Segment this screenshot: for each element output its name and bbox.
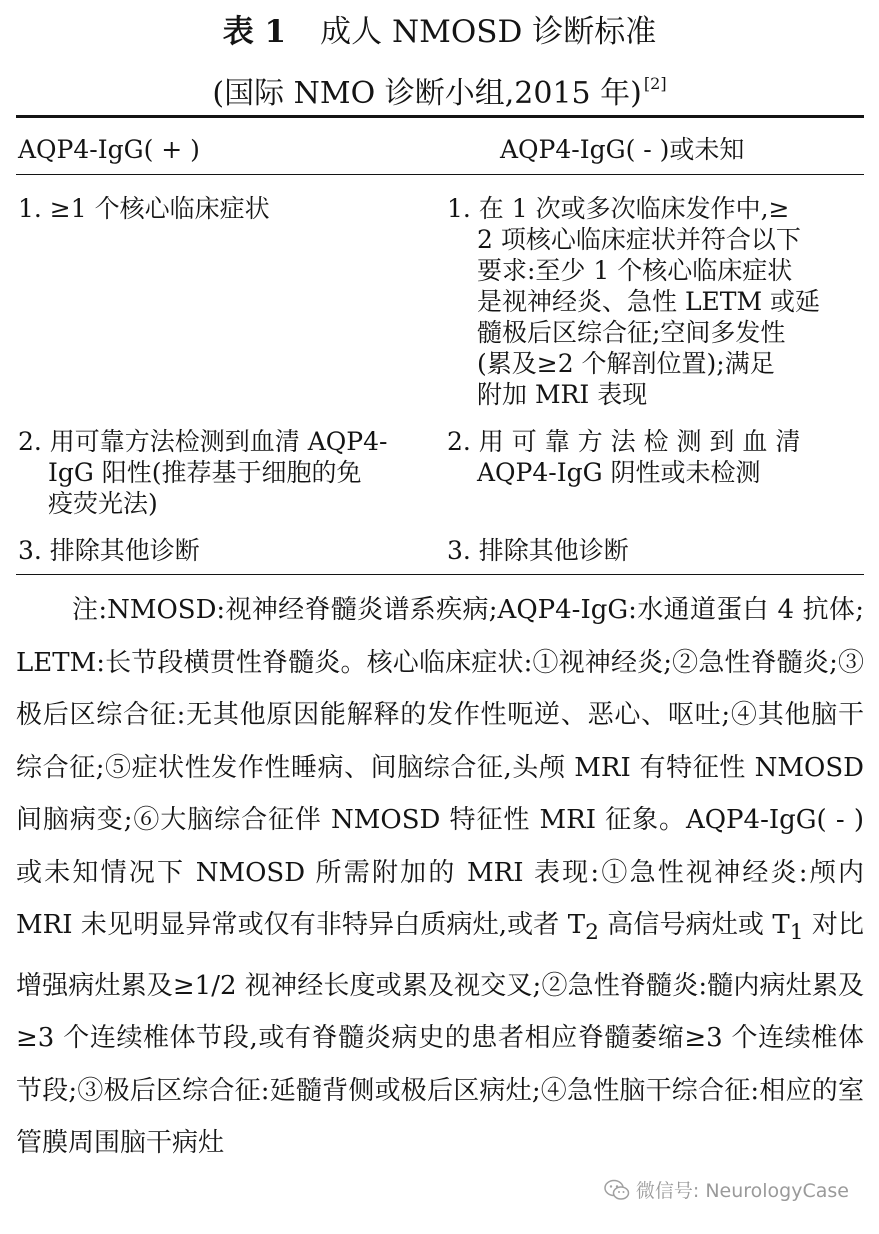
wechat-icon — [604, 1179, 630, 1206]
table-title — [0, 12, 879, 52]
row-2-left-line: IgG 阳性(推荐基于细胞的免 — [48, 458, 362, 487]
t2-subscript: 2 — [585, 920, 599, 946]
note-text-part-1: 注:NMOSD:视神经脊髓炎谱系疾病;AQP4-IgG:水通道蛋白 4 抗体; LETM:长节段横贯性脊髓炎。核心临床症状:①视神经炎;②急性脊髓炎;③极后区综合征:无其他原因能解释的发作性呃逆、恶心、呕吐;④其他脑干综合征;⑤症状性发作性睡病、间脑综合征,头颅 MRI 有特征性 NMOSD 间脑病变;⑥大脑综合征伴 NMOSD 特征性 MRI 征象。AQP4-IgG( - )或未知情况下 NMOSD 所需附加的 MRI 表现:①急性视神经炎:颅内 MRI 未见明显异常或仅有非特异白质病灶,或者 T — [16, 595, 864, 940]
row-2-left-line: 疫荧光法) — [48, 489, 158, 518]
row-2-left-line: 2. 用可靠方法检测到血清 AQP4- — [18, 427, 388, 456]
row-3-right-line: 3. 排除其他诊断 — [447, 536, 629, 565]
table-label: 表 1 — [222, 14, 287, 50]
note-text-part-2: 高信号病灶或 T — [598, 910, 790, 940]
row-1-left-line: 1. ≥1 个核心临床症状 — [18, 194, 270, 223]
table-subtitle — [0, 64, 879, 114]
header-right: AQP4-IgG( - )或未知 — [500, 135, 745, 164]
row-1-right-line: 附加 MRI 表现 — [477, 380, 648, 409]
row-1-right-line: 要求:至少 1 个核心临床症状 — [477, 256, 793, 285]
watermark-text: 微信号: NeurologyCase — [635, 1180, 849, 1202]
row-1-right-line: 1. 在 1 次或多次临床发作中,≥ — [447, 194, 790, 223]
reference-mark: [2] — [643, 74, 667, 93]
row-1-right-line: (累及≥2 个解剖位置);满足 — [477, 349, 775, 378]
row-2-right-line: AQP4-IgG 阴性或未检测 — [477, 458, 761, 487]
watermark — [604, 1176, 849, 1206]
row-3-left-line: 3. 排除其他诊断 — [18, 536, 200, 565]
row-2-right — [447, 426, 800, 488]
note-text-part-3: 对比增强病灶累及≥1/2 视神经长度或累及视交叉;②急性脊髓炎:髓内病灶累及≥3 个连续椎体节段,或有脊髓炎病史的患者相应脊髓萎缩≥3 个连续椎体节段;③极后区综合征:延髓背侧或极后区病灶;④急性脑干综合征:相应的室管膜周围脑干病灶 — [16, 910, 865, 1159]
row-1-right-line: 髓极后区综合征;空间多发性 — [477, 318, 786, 347]
header-left: AQP4-IgG( + ) — [18, 135, 200, 164]
row-1-left — [18, 193, 270, 224]
row-2-right-line: 2. 用 可 靠 方 法 检 测 到 血 清 — [447, 427, 801, 456]
bottom-rule — [16, 574, 864, 575]
table-title-text: 成人 NMOSD 诊断标准 — [320, 14, 657, 50]
row-1-right — [447, 193, 820, 410]
top-rule — [16, 115, 864, 118]
row-1-right-line: 2 项核心临床症状并符合以下 — [477, 225, 801, 254]
t1-subscript: 1 — [789, 920, 804, 946]
row-1-right-line: 是视神经炎、急性 LETM 或延 — [477, 287, 821, 316]
row-2-left — [18, 426, 387, 519]
subtitle-text: (国际 NMO 诊断小组,2015 年) — [212, 76, 642, 111]
row-3-right — [447, 535, 629, 566]
row-3-left — [18, 535, 200, 566]
header-rule — [16, 174, 864, 175]
table-note — [16, 584, 864, 1170]
